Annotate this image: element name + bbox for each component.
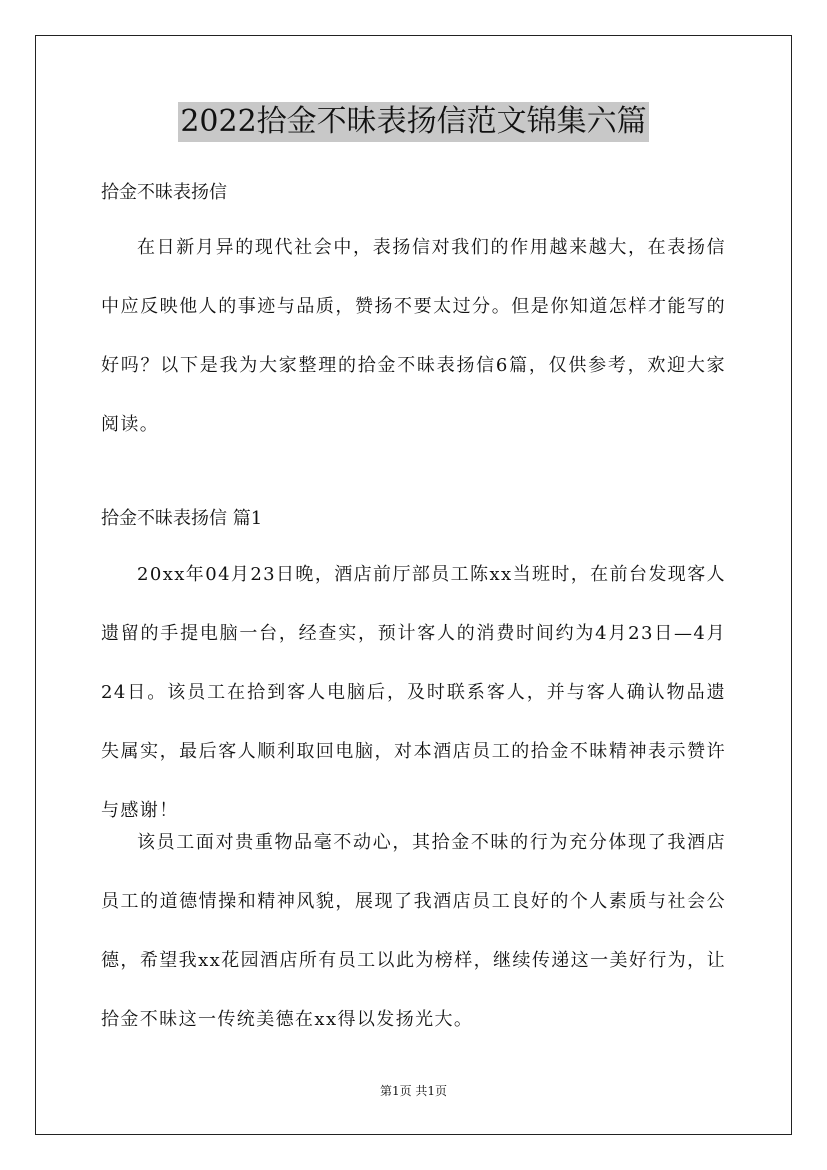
intro-paragraph: 在日新月异的现代社会中，表扬信对我们的作用越来越大，在表扬信中应反映他人的事迹与品质，赞扬不要太过分。但是你知道怎样才能写的好吗？以下是我为大家整理的拾金不昧表扬信6篇，仅供参考，欢迎大家阅读。 (101, 237, 726, 435)
page-footer: 第1页 共1页 (379, 1084, 448, 1098)
section-heading: 拾金不昧表扬信 篇1 (101, 508, 263, 529)
section-paragraph-2: 该员工面对贵重物品毫不动心，其拾金不昧的行为充分体现了我酒店员工的道德情操和精神风貌，展现了我酒店员工良好的个人素质与社会公德，希望我xx花园酒店所有员工以此为榜样，继续传递这一美好行为，让拾金不昧这一传统美德在xx得以发扬光大。 (101, 832, 726, 1030)
document-title: 2022拾金不昧表扬信范文锦集六篇 (178, 102, 648, 142)
title-container (0, 102, 827, 142)
section-paragraph-1: 20xx年04月23日晚，酒店前厅部员工陈xx当班时，在前台发现客人遗留的手提电脑一台，经查实，预计客人的消费时间约为4月23日—4月24日。该员工在拾到客人电脑后，及时联系客人，并与客人确认物品遗失属实，最后客人顺利取回电脑，对本酒店员工的拾金不昧精神表示赞许与感谢！ (101, 564, 726, 821)
intro-heading: 拾金不昧表扬信 (101, 182, 227, 203)
